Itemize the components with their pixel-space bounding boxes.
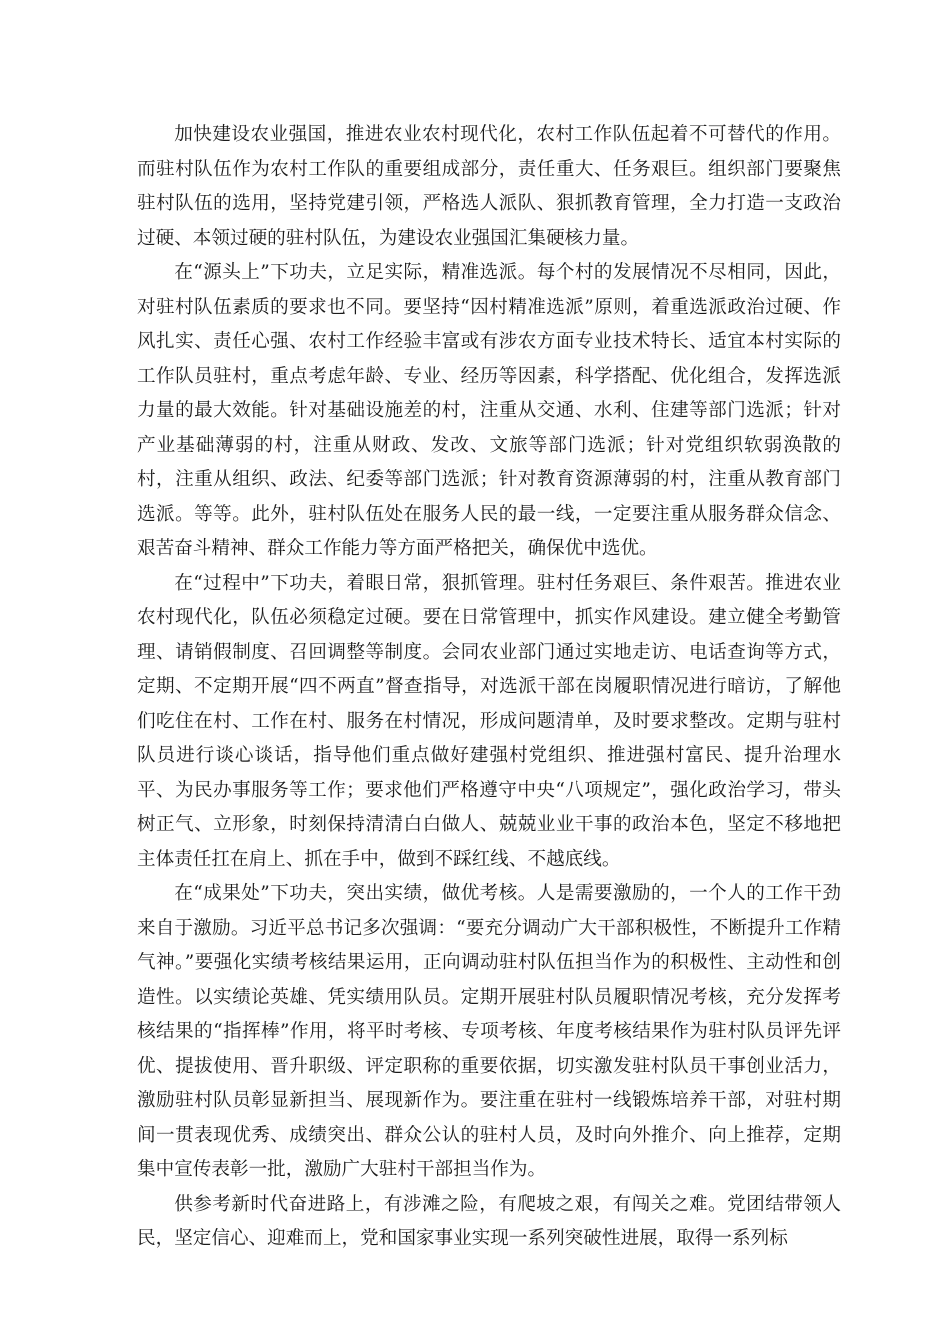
document-body [137, 118, 841, 1257]
paragraph-process-management: 在“过程中”下功夫，着眼日常，狠抓管理。驻村任务艰巨、条件艰苦。推进农业农村现代化，队伍必须稳定过硬。要在日常管理中，抓实作风建设。建立健全考勤管理、请销假制度、召回调整等制度。会同农业部门通过实地走访、电话查询等方式，定期、不定期开展“四不两直”督查指导，对选派干部在岗履职情况进行暗访，了解他们吃住在村、工作在村、服务在村情况，形成问题清单，及时要求整改。定期与驻村队员进行谈心谈话，指导他们重点做好建强村党组织、推进强村富民、提升治理水平、为民办事服务等工作；要求他们严格遵守中央“八项规定”，强化政治学习，带头树正气、立形象，时刻保持清清白白做人、兢兢业业干事的政治本色，坚定不移地把主体责任扛在肩上、抓在手中，做到不踩红线、不越底线。 [137, 572, 841, 870]
paragraph-intro: 加快建设农业强国，推进农业农村现代化，农村工作队伍起着不可替代的作用。而驻村队伍作为农村工作队的重要组成部分，责任重大、任务艰巨。组织部门要聚焦驻村队伍的选用，坚持党建引领，严格选人派队、狠抓教育管理，全力打造一支政治过硬、本领过硬的驻村队伍，为建设农业强国汇集硬核力量。 [137, 124, 841, 249]
paragraph-new-era: 供参考新时代奋进路上，有涉滩之险，有爬坡之艰，有闯关之难。党团结带领人民，坚定信心、迎难而上，党和国家事业实现一系列突破性进展，取得一系列标 [137, 1193, 841, 1249]
paragraph-source-selection: 在“源头上”下功夫，立足实际，精准选派。每个村的发展情况不尽相同，因此，对驻村队伍素质的要求也不同。要坚持“因村精准选派”原则，着重选派政治过硬、作风扎实、责任心强、农村工作经验丰富或有涉农方面专业技术特长、适宜本村实际的工作队员驻村，重点考虑年龄、专业、经历等因素，科学搭配、优化组合，发挥选派力量的最大效能。针对基础设施差的村，注重从交通、水利、住建等部门选派；针对产业基础薄弱的村，注重从财政、发改、文旅等部门选派；针对党组织软弱涣散的村，注重从组织、政法、纪委等部门选派；针对教育资源薄弱的村，注重从教育部门选派。等等。此外，驻村队伍处在服务人民的最一线，一定要注重从服务群众信念、艰苦奋斗精神、群众工作能力等方面严格把关，确保优中选优。 [137, 262, 841, 559]
paragraph-results-assessment: 在“成果处”下功夫，突出实绩，做优考核。人是需要激励的，一个人的工作干劲来自于激励。习近平总书记多次强调：“要充分调动广大干部积极性，不断提升工作精气神。”要强化实绩考核结果运用，正向调动驻村队伍担当作为的积极性、主动性和创造性。以实绩论英雄、凭实绩用队员。定期开展驻村队员履职情况考核，充分发挥考核结果的“指挥棒”作用，将平时考核、专项考核、年度考核结果作为驻村队员评先评优、提拔使用、晋升职级、评定职称的重要依据，切实激发驻村队员干事创业活力，激励驻村队员彰显新担当、展现新作为。要注重在驻村一线锻炼培养干部，对驻村期间一贯表现优秀、成绩突出、群众公认的驻村人员，及时向外推介、向上推荐，定期集中宣传表彰一批，激励广大驻村干部担当作为。 [137, 883, 841, 1180]
